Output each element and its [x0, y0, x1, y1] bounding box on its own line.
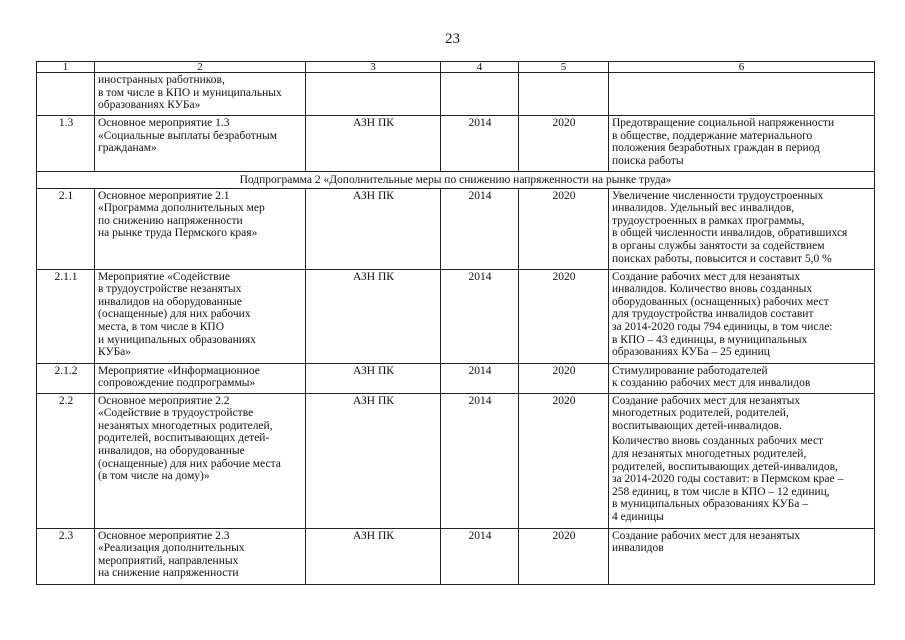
- table-row: [37, 363, 875, 393]
- activity-name: Мероприятие «Информационное сопровождение подпрограммы»: [95, 363, 306, 393]
- start-year: [441, 73, 519, 116]
- end-year: 2020: [519, 188, 609, 269]
- column-number: 4: [441, 62, 519, 73]
- table-row: [37, 73, 875, 116]
- start-year: 2014: [441, 393, 519, 528]
- expected-result: Предотвращение социальной напряженности в обществе, поддержание материального положения безработных граждан в период поиска работы: [609, 116, 875, 172]
- activity-name: Основное мероприятие 2.2 «Содействие в трудоустройстве незанятых многодетных родителей, родителей, воспитывающих детей- инвалидов, на оборудованные (оснащенные) для них рабочие места (в том числе на дому)»: [95, 393, 306, 528]
- row-number: 2.1.2: [37, 363, 95, 393]
- row-number: 1.3: [37, 116, 95, 172]
- activity-name: Основное мероприятие 2.3 «Реализация дополнительных мероприятий, направленных на снижение напряженности: [95, 528, 306, 584]
- end-year: 2020: [519, 393, 609, 528]
- executor: АЗН ПК: [306, 269, 441, 363]
- column-number: 3: [306, 62, 441, 73]
- column-number-row: [37, 62, 875, 73]
- row-number: 2.1.1: [37, 269, 95, 363]
- table-row: [37, 269, 875, 363]
- subprogram-row: [37, 172, 875, 189]
- executor: [306, 73, 441, 116]
- row-number: 2.3: [37, 528, 95, 584]
- table-row: [37, 116, 875, 172]
- end-year: 2020: [519, 528, 609, 584]
- row-number: 2.1: [37, 188, 95, 269]
- start-year: 2014: [441, 116, 519, 172]
- expected-result: Создание рабочих мест для незанятых инвалидов: [609, 528, 875, 584]
- activity-name: Основное мероприятие 1.3 «Социальные выплаты безработным гражданам»: [95, 116, 306, 172]
- activity-name: Мероприятие «Содействие в трудоустройстве незанятых инвалидов на оборудованные (оснащенные) для них рабочих места, в том числе в КПО и муниципальных образованиях КУБа»: [95, 269, 306, 363]
- column-number: 1: [37, 62, 95, 73]
- expected-result: [609, 73, 875, 116]
- column-number: 2: [95, 62, 306, 73]
- column-number: 5: [519, 62, 609, 73]
- executor: АЗН ПК: [306, 363, 441, 393]
- table-row: [37, 528, 875, 584]
- expected-result: Создание рабочих мест для незанятых многодетных родителей, родителей, воспитывающих детей-инвалидов.: [612, 394, 801, 432]
- start-year: 2014: [441, 188, 519, 269]
- table-row: [37, 393, 875, 528]
- end-year: 2020: [519, 116, 609, 172]
- executor: АЗН ПК: [306, 188, 441, 269]
- executor: АЗН ПК: [306, 116, 441, 172]
- end-year: [519, 73, 609, 116]
- expected-result: Увеличение численности трудоустроенных инвалидов. Удельный вес инвалидов, трудоустроенных в рамках программы, в общей численности инвалидов, обратившихся в органы службы занятости за содействием поисках работы, повысится и составит 5,0 %: [609, 188, 875, 269]
- end-year: 2020: [519, 269, 609, 363]
- column-number: 6: [609, 62, 875, 73]
- program-activities-table: [36, 61, 875, 585]
- activity-name: иностранных работников, в том числе в КПО и муниципальных образованиях КУБа»: [95, 73, 306, 116]
- executor: АЗН ПК: [306, 528, 441, 584]
- expected-result-details: Количество вновь созданных рабочих мест для незанятых многодетных родителей, родителей, воспитывающих детей-инвалидов, за 2014-2020 годы составит: в Пермском крае – 258 единиц, в том числе в КПО – 12 единиц, в муниципальных образованиях КУБа – 4 единицы: [612, 435, 844, 523]
- expected-result: Стимулирование работодателей к созданию рабочих мест для инвалидов: [609, 363, 875, 393]
- table-row: [37, 188, 875, 269]
- executor: АЗН ПК: [306, 393, 441, 528]
- row-number: [37, 73, 95, 116]
- start-year: 2014: [441, 269, 519, 363]
- start-year: 2014: [441, 528, 519, 584]
- start-year: 2014: [441, 363, 519, 393]
- row-number: 2.2: [37, 393, 95, 528]
- activity-name: Основное мероприятие 2.1 «Программа дополнительных мер по снижению напряженности на рынке труда Пермского края»: [95, 188, 306, 269]
- expected-result-cell: [609, 393, 875, 528]
- page-number: 23: [445, 31, 460, 47]
- expected-result: Создание рабочих мест для незанятых инвалидов. Количество вновь созданных оборудованных (оснащенных) рабочих мест для трудоустройства инвалидов составит за 2014-2020 годы 794 единицы, в том числе: в КПО – 43 единицы, в муниципальных образованиях КУБа – 25 единиц: [609, 269, 875, 363]
- end-year: 2020: [519, 363, 609, 393]
- subprogram-title: Подпрограмма 2 «Дополнительные меры по снижению напряженности на рынке труда»: [37, 172, 875, 189]
